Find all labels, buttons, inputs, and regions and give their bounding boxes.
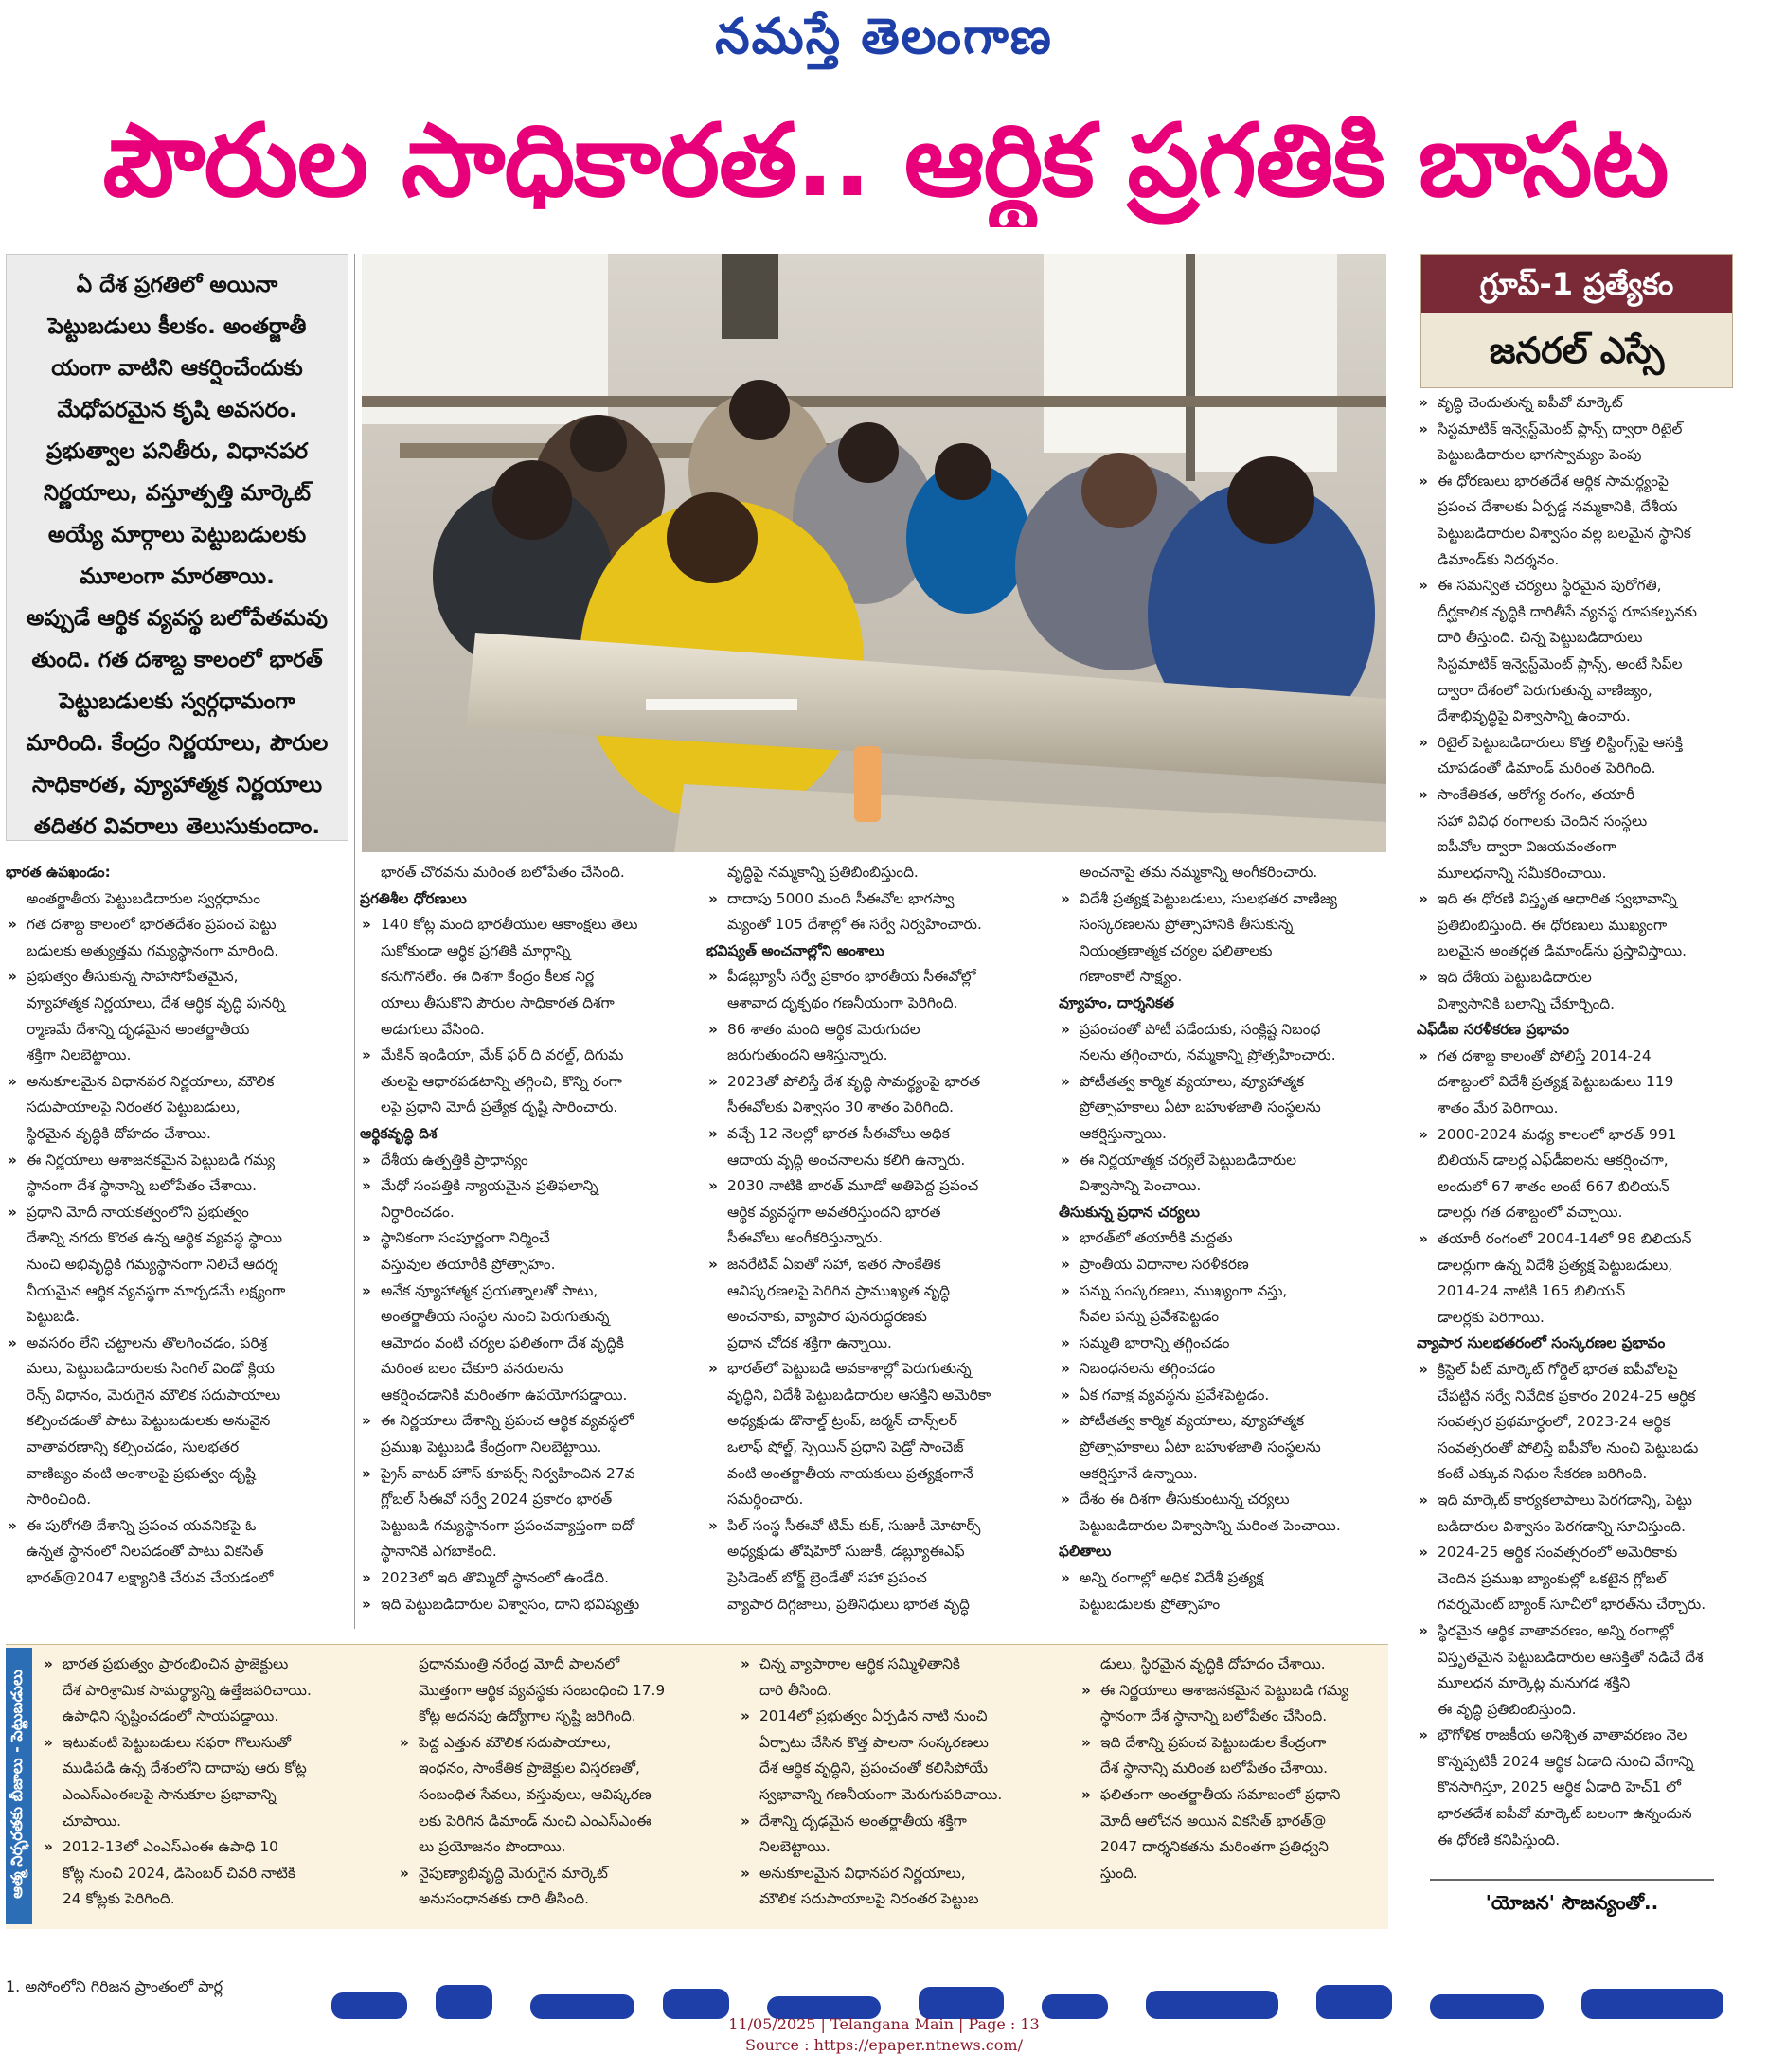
text-line: రెన్స్‌ విధానం, మెరుగైన మౌలిక సదుపాయాలు xyxy=(27,1385,281,1403)
text-line: సంవత్సర ప్రథమార్ధంలో, 2023-24 ఆర్థిక xyxy=(1438,1413,1670,1431)
bullet-point: » భారత్‌లో పెట్టుబడి అవకాశాల్లో పెరుగుతున్న xyxy=(706,1356,1049,1383)
masthead-logo: నమస్తే తెలంగాణ xyxy=(715,8,1053,65)
text-line: భారతదేశ ఐపీవో మార్కెట్‌ బలంగా ఉన్నందున xyxy=(1438,1805,1692,1823)
text-line: భారత్‌@2047 లక్ష్యానికి చేరువ చేయడంలో xyxy=(27,1569,274,1587)
text-line: కంటే ఎక్కువ నిధుల సేకరణ జరిగింది. xyxy=(1438,1465,1648,1483)
bullet-point: » జనరేటివ్‌ ఏఐతో సహా, ఇతర సాంకేతిక xyxy=(706,1252,1049,1278)
text-line: ర్మాణమే దేశాన్ని దృఢమైన అంతర్జాతీయ xyxy=(27,1020,250,1038)
box-column-4 xyxy=(1080,1652,1383,1886)
text-line: ప్రోత్సాహకాలు ఏటా బహుళజాతి సంస్థలను xyxy=(1080,1099,1321,1116)
text-line: సేవల పన్ను ప్రవేశపెట్టడం xyxy=(1080,1308,1220,1326)
bullet-point: » భౌగోళిక రాజకీయ అనిశ్చిత వాతావరణం నెల xyxy=(1417,1723,1758,1749)
text-line: లు ప్రయోజనం పొందాయి. xyxy=(419,1838,566,1856)
text-line: సమర్థించారు. xyxy=(727,1491,804,1509)
text-line: వ్యాపార దిగ్గజాలు, ప్రతినిధులు భారత వృద్ధి xyxy=(727,1595,970,1613)
text-line: నిలబెట్టాయి. xyxy=(759,1838,830,1856)
text-line: దేశ స్థానాన్ని మరింత బలోపేతం చేశాయి. xyxy=(1100,1759,1329,1777)
text-line: ఆకర్షిస్తూనే ఉన్నాయి. xyxy=(1080,1464,1198,1482)
text-line: స్తుంది. xyxy=(1100,1864,1138,1882)
text-line: సిస్టమాటిక్‌ ఇన్వెస్ట్‌మెంట్‌ ప్లాన్స్‌, అంటే సిప్‌ల xyxy=(1438,654,1683,672)
text-line: దశాబ్దంలో విదేశీ ప్రత్యక్ష పెట్టుబడులు 119 xyxy=(1438,1073,1674,1091)
text-line: మొత్తంగా ఆర్థిక వ్యవస్థకు సంబంధించి 17.9 xyxy=(419,1681,666,1699)
bullet-point: » ఫలితంగా అంతర్జాతీయ సమాజంలో ప్రధాని xyxy=(1080,1782,1383,1809)
text-line: దేశాభివృద్ధిపై విశ్వాసాన్ని ఉంచారు. xyxy=(1438,707,1631,725)
text-line: చెందిన ప్రముఖ బ్యాంకుల్లో ఒకటైన గ్లోబల్‌ xyxy=(1438,1569,1667,1587)
bullet-point: » తయారీ రంగంలో 2004-14లో 98 బిలియన్‌ xyxy=(1417,1226,1758,1253)
box-column-3 xyxy=(739,1652,1061,1913)
text-line: ప్రపంచ దేశాలకు ఏర్పడ్డ నమ్మకానికి, దేశీయ xyxy=(1438,498,1678,516)
msme-box-tab xyxy=(6,1648,32,1924)
bullet-point: » దేశీయ ఉత్పత్తికి ప్రాధాన్యం xyxy=(360,1148,701,1174)
text-line: స్థానంగా దేశ స్థానాన్ని బలోపేతం చేసింది. xyxy=(1100,1707,1328,1725)
text-line: భారత్‌ చొరవను మరింత బలోపేతం చేసింది. xyxy=(381,864,625,881)
text-line: ఈ ధోరణి కనిపిస్తుంది. xyxy=(1438,1831,1561,1849)
text-line: మౌలిక సదుపాయాలపై నిరంతర పెట్టుబ xyxy=(759,1890,979,1908)
bullet-point: » ఈ పురోగతి దేశాన్ని ప్రపంచ యవనికపై ఓ xyxy=(6,1513,347,1540)
box-column-1 xyxy=(42,1652,373,1913)
intro-line: యంగా వాటిని ఆకర్షించేందుకు xyxy=(51,356,303,381)
bullet-point: » నైపుణ్యాభివృద్ధి మెరుగైన మార్కెట్‌ xyxy=(398,1861,720,1887)
bullet-point: » స్థానికంగా సంపూర్ణంగా నిర్మించే xyxy=(360,1225,701,1252)
text-line: చూపాయి. xyxy=(63,1812,122,1830)
bullet-point: » అన్ని రంగాల్లో అధిక విదేశీ ప్రత్యక్ష xyxy=(1059,1565,1396,1592)
bullet-point: » భారత్‌లో తయారీకి మద్దతు xyxy=(1059,1225,1396,1252)
text-line: ప్రధానమంత్రి నరేంద్ర మోదీ పాలనలో xyxy=(419,1655,620,1672)
subheading: ప్రగతిశీల ధోరణులు xyxy=(360,889,467,907)
bullet-point: » పెద్ద ఎత్తున మౌలిక సదుపాయాలు, xyxy=(398,1730,720,1757)
text-line: నీయమైన ఆర్థిక వ్యవస్థగా మార్చడమే లక్ష్యంగా xyxy=(27,1281,286,1299)
bullet-point: » 2000-2024 మధ్య కాలంలో భారత్‌ 991 xyxy=(1417,1122,1758,1149)
text-line: 2014-24 నాటికి 165 బిలియన్‌ xyxy=(1438,1282,1626,1300)
text-line: ఎంఎస్‌ఎంఈలపై సానుకూల ప్రభావాన్ని xyxy=(63,1785,277,1803)
bullet-point: » ఈ ధోరణులు భారతదేశ ఆర్థిక సామర్థ్యంపై xyxy=(1417,469,1758,495)
text-line: స్థానంగా దేశ స్థానాన్ని బలోపేతం చేశాయి. xyxy=(27,1177,257,1195)
subheading: వ్యూహం, దార్శనికత xyxy=(1059,993,1174,1011)
text-line: యాలు తీసుకొని పౌరుల సాధికారత దిశగా xyxy=(381,993,615,1011)
text-line: ఉపాధిని సృష్టించడంలో సాయపడ్డాయి. xyxy=(63,1707,279,1725)
text-line: మరింత బలం చేకూరి వనరులను xyxy=(381,1360,563,1378)
text-line: పెట్టుబడిదారుల విశ్వాసాన్ని మరింత పెంచాయి. xyxy=(1080,1516,1341,1534)
text-line: ఇంధనం, సాంకేతిక ప్రాజెక్టుల విస్తరణతో, xyxy=(419,1759,640,1777)
bullet-point: » ప్రైస్‌ వాటర్‌ హౌస్‌ కూపర్స్‌ నిర్వహించిన 27వ xyxy=(360,1461,701,1488)
text-line: సంవత్సరంతో పోలిస్తే ఐపీవోల నుంచి పెట్టుబడు xyxy=(1438,1438,1699,1456)
text-line: డిమాండ్‌కు నిదర్శనం. xyxy=(1438,550,1560,568)
bullet-point: » భారత ప్రభుత్వం ప్రారంభించిన ప్రాజెక్టులు xyxy=(42,1652,373,1678)
text-line: వృద్ధిని, విదేశీ పెట్టుబడిదారుల ఆసక్తిని అమెరికా xyxy=(727,1385,991,1403)
text-line: ఆమోదం వంటి చర్యల ఫలితంగా దేశ వృద్ధికి xyxy=(381,1333,624,1351)
text-line: 24 కోట్లకు పెరిగింది. xyxy=(63,1890,175,1908)
text-line: ఈ వృద్ధి ప్రతిబింబిస్తుంది. xyxy=(1438,1700,1577,1718)
text-line: గవర్నమెంట్‌ బ్యాంక్‌ సూచీలో భారత్‌ను చేర్చారు. xyxy=(1438,1596,1706,1614)
text-line: ప్రముఖ పెట్టుబడి కేంద్రంగా నిలబెట్టాయి. xyxy=(381,1438,602,1456)
text-line: సీఈవోలకు విశ్వాసం 30 శాతం పెరిగింది. xyxy=(727,1099,955,1116)
text-line: మూలధన మార్కెట్ల మనుగడ శక్తిని xyxy=(1438,1674,1631,1692)
bullet-point: » పోటీతత్వ కార్మిక వ్యయాలు, వ్యూహాత్మక xyxy=(1059,1069,1396,1096)
article-column-2 xyxy=(360,860,701,1617)
text-line: చేపట్టిన సర్వే నివేదిక ప్రకారం 2024-25 ఆర్థిక xyxy=(1438,1386,1696,1404)
intro-line: మేధోపరమైన కృషి అవసరం. xyxy=(57,398,297,422)
text-line: అందులో 67 శాతం అంటే 667 బిలియన్‌ xyxy=(1438,1177,1670,1195)
text-line: కొనసాగిస్తూ, 2025 ఆర్థిక ఏడాది హెచ్‌1 లో xyxy=(1438,1778,1681,1796)
intro-line: పెట్టుబడులు కీలకం. అంతర్జాతీ xyxy=(47,314,307,339)
text-line: కనుగొనలేం. ఈ దిశగా కేంద్రం కీలక నిర్ణ xyxy=(381,968,595,986)
bullet-point: » ఈ నిర్ణయాత్మక చర్యలే పెట్టుబడిదారుల xyxy=(1059,1148,1396,1174)
bullet-point: » మేధో సంపత్తికి న్యాయమైన ప్రతిఫలాన్ని xyxy=(360,1173,701,1200)
text-line: సంస్కరణలను ప్రోత్సాహానికి తీసుకున్న xyxy=(1080,916,1294,934)
text-line: డాలర్లకు పెరిగాయి. xyxy=(1438,1308,1545,1326)
bullet-point: » చిన్న వ్యాపారాల ఆర్థిక సమ్మిళితానికి xyxy=(739,1652,1061,1678)
text-line: ప్రతిబింబిస్తుంది. ఈ ధోరణులు ముఖ్యంగా xyxy=(1438,916,1668,934)
intro-line: తదితర వివరాలు తెలుసుకుందాం. xyxy=(33,814,321,839)
subheading: ఆర్థికవృద్ధి దిశ xyxy=(360,1124,438,1142)
bullet-point: » 86 శాతం మంది ఆర్థిక మెరుగుదల xyxy=(706,1017,1049,1044)
text-line: సహా వివిధ రంగాలకు చెందిన సంస్థలు xyxy=(1438,812,1648,830)
text-line: స్వభావాన్ని గణనీయంగా మెరుగుపరిచాయి. xyxy=(759,1785,1003,1803)
article-column-4 xyxy=(1059,860,1396,1617)
text-line: ద్వారా దేశంలో పెరుగుతున్న వాణిజ్యం, xyxy=(1438,681,1652,699)
text-line: గణాంకాలే సాక్ష్యం. xyxy=(1080,968,1183,986)
text-line: 2047 దార్శనికతను మరింతగా ప్రతిధ్వని xyxy=(1100,1838,1329,1856)
box-column-2 xyxy=(398,1652,720,1913)
text-line: అంచనాకు, వ్యాపార పునరుద్ధరణకు xyxy=(727,1308,927,1326)
text-line: ఆశావాద దృక్పథం గణనీయంగా పెరిగింది. xyxy=(727,993,958,1011)
text-line: డులు, స్థిరమైన వృద్ధికి దోహదం చేశాయి. xyxy=(1100,1655,1326,1672)
bullet-point: » ఈ నిర్ణయాలు ఆశాజనకమైన పెట్టుబడి గమ్య xyxy=(1080,1678,1383,1705)
next-article-snippet: 1. అసోంలోని గిరిజన ప్రాంతంలో పార్ల xyxy=(6,1977,223,1995)
subheading: భారత ఉపఖండం: xyxy=(6,864,111,881)
text-line: అంతర్జాతీయ సంస్థల నుంచి పెరుగుతున్న xyxy=(381,1308,610,1326)
bullet-point: » ప్రపంచంతో పోటీ పడేందుకు, సంక్లిష్ట నిబంధ xyxy=(1059,1017,1396,1044)
courtesy-note: 'యోజన' సౌజన్యంతో.. xyxy=(1430,1879,1714,1924)
sidebar-subtitle: జనరల్‌ ఎస్సే xyxy=(1489,330,1665,371)
text-line: లపై ప్రధాని మోదీ ప్రత్యేక దృష్టి సారించారు. xyxy=(381,1099,618,1116)
bullet-point: » ఇది మార్కెట్‌ కార్యకలాపాలు పెరగడాన్ని, పెట్టు xyxy=(1417,1488,1758,1514)
text-line: పెట్టుబడి గమ్యస్థానంగా ప్రపంచవ్యాప్తంగా ఐదో xyxy=(381,1516,635,1534)
intro-line: అప్పుడే ఆర్థిక వ్యవస్థ బలోపేతమవు xyxy=(27,606,328,631)
subheading: ఎఫ్‌డీఐ సరళీకరణ ప్రభావం xyxy=(1417,1021,1570,1039)
text-line: ఆదాయ వృద్ధి అంచనాలను కలిగి ఉన్నారు. xyxy=(727,1151,966,1169)
text-line: చూపడంతో డిమాండ్‌ మరింత పెరిగింది. xyxy=(1438,759,1656,777)
bullet-point: » సాంకేతికత, ఆరోగ్య రంగం, తయారీ xyxy=(1417,782,1758,809)
text-line: కోట్ల నుంచి 2024, డిసెంబర్‌ చివరి నాటికి xyxy=(63,1864,295,1882)
text-line: ఏర్పాటు చేసిన కొత్త పాలనా సంస్కరణలు xyxy=(759,1733,989,1751)
bullet-point: » ప్రధాని మోదీ నాయకత్వంలోని ప్రభుత్వం xyxy=(6,1200,347,1226)
text-line: స్థానానికి ఎగబాకింది. xyxy=(381,1543,497,1561)
bullet-point: » ఈ సమన్విత చర్యలు స్థిరమైన పురోగతి, xyxy=(1417,573,1758,599)
text-line: అధ్యక్షుడు డొనాల్డ్‌ ట్రంప్‌, జర్మన్‌ చాన్స్‌లర్‌ xyxy=(727,1412,958,1430)
text-line: ఒలాఫ్‌ షోల్జ్‌, స్పెయిన్‌ ప్రధాని పెడ్రో సాంచెజ్‌ xyxy=(727,1438,964,1456)
text-line: నియంత్రణాత్మక చర్యల ఫలితాలకు xyxy=(1080,941,1273,959)
text-line: నిర్ధారించడం. xyxy=(381,1203,455,1221)
intro-text xyxy=(7,255,348,848)
sidebar-header xyxy=(1420,254,1733,388)
intro-line: మారింది. కేంద్రం నిర్ణయాలు, పౌరుల xyxy=(26,731,329,756)
bullet-point: » మేకిన్‌ ఇండియా, మేక్‌ ఫర్‌ ది వరల్డ్‌, దిగుమ xyxy=(360,1043,701,1069)
bullet-point: » రిటైల్‌ పెట్టుబడిదారులు కొత్త లిస్టింగ్స్‌పై ఆసక్తి xyxy=(1417,730,1758,757)
text-line: ఉన్నత స్థానంలో నిలపడంతో పాటు వికసిత్‌ xyxy=(27,1543,264,1561)
text-line: ఐపీవోల ద్వారా విజయవంతంగా xyxy=(1438,838,1616,856)
text-line: డాలర్లు గత దశాబ్దంలో వచ్చాయి. xyxy=(1438,1204,1623,1222)
text-line: పెట్టుబడిదారుల విశ్వాసం వల్ల బలమైన స్థానిక xyxy=(1438,524,1691,542)
bullet-point: » ఇది దేశీయ పెట్టుబడిదారుల xyxy=(1417,965,1758,991)
intro-line: ఏ దేశ ప్రగతిలో అయినా xyxy=(76,273,278,297)
text-line: శాతం మేర పెరిగాయి. xyxy=(1438,1099,1559,1117)
text-line: ఆకర్షించడానికి మరింతగా ఉపయోగపడ్డాయి. xyxy=(381,1385,628,1403)
text-line: విశ్వాసాన్ని పెంచాయి. xyxy=(1080,1177,1202,1195)
text-line: వాణిజ్యం వంటి అంశాలపై ప్రభుత్వం దృష్టి xyxy=(27,1464,256,1482)
bullet-point: » ఏక గవాక్ష వ్యవస్థను ప్రవేశపెట్టడం. xyxy=(1059,1383,1396,1409)
intro-line: పెట్టుబడులకు స్వర్గధామంగా xyxy=(59,689,295,714)
text-line: పెట్టుబడులకు ప్రోత్సాహం xyxy=(1080,1595,1221,1613)
text-line: వాతావరణాన్ని కల్పించడం, సులభతర xyxy=(27,1438,240,1456)
bullet-point: » గత దశాబ్ద కాలంలో భారతదేశం ప్రపంచ పెట్టు xyxy=(6,912,347,938)
intro-line: అయ్యే మార్గాలు పెట్టుబడులకు xyxy=(47,523,307,547)
text-line: అడుగులు వేసింది. xyxy=(381,1020,485,1038)
text-line: వ్యూహాత్మక నిర్ణయాలు, దేశ ఆర్థిక వృద్ధి పునర్ని xyxy=(27,993,285,1011)
intro-line: సాధికారత, వ్యూహాత్మక నిర్ణయాలు xyxy=(31,773,323,797)
headline: పౌరుల సాధికారత.. ఆర్థిక ప్రగతికి బాసట xyxy=(102,102,1669,219)
bullet-point: » పీడబ్ల్యూసీ సర్వే ప్రకారం భారతీయ సీఈవోల్లో xyxy=(706,964,1049,991)
intro-line: మూలంగా మారతాయి. xyxy=(80,564,275,589)
bullet-point: » అనుకూలమైన విధానపర నిర్ణయాలు, xyxy=(739,1861,1061,1887)
text-line: ఆర్థిక వ్యవస్థగా అవతరిస్తుందని భారత xyxy=(727,1203,941,1221)
bullet-point: » ప్రాంతీయ విధానాల సరళీకరణ xyxy=(1059,1252,1396,1278)
text-line: పెట్టుబడి. xyxy=(27,1308,80,1326)
article-column-5 xyxy=(1417,390,1758,1853)
bullet-point: » క్రిస్టెల్‌ పీట్‌ మార్కెట్‌ గోర్డెల్‌ భారత ఐపీవోలపై xyxy=(1417,1357,1758,1384)
bullet-point: » గత దశాబ్ద కాలంతో పోలిస్తే 2014-24 xyxy=(1417,1044,1758,1070)
bullet-point: » సమ్మతి భారాన్ని తగ్గించడం xyxy=(1059,1331,1396,1357)
text-line: ఆవిష్కరణలపై పెరిగిన ప్రాముఖ్యత వృద్ధి xyxy=(727,1281,950,1299)
subheading: ఫలితాలు xyxy=(1059,1543,1112,1561)
text-line: అధ్యక్షుడు తోషిహిరో సుజుకీ, డబ్ల్యూఈఎఫ్‌ xyxy=(727,1543,965,1561)
text-line: కల్పించడంతో పాటు పెట్టుబడులకు అనువైన xyxy=(27,1412,271,1430)
text-line: సంబంధిత సేవలు, వస్తువులు, ఆవిష్కరణ xyxy=(419,1785,652,1803)
text-line: ప్రెసిడెంట్‌ బోర్జ్‌ బ్రెండేతో సహా ప్రపంచ xyxy=(727,1569,927,1587)
text-line: వస్తువుల తయారీకి ప్రోత్సాహం. xyxy=(381,1255,556,1273)
bullet-point: » అనేక వ్యూహాత్మక ప్రయత్నాలతో పాటు, xyxy=(360,1278,701,1305)
bullet-point: » దేశం ఈ దిశగా తీసుకుంటున్న చర్యలు xyxy=(1059,1487,1396,1513)
bullet-point: » సిస్టమాటిక్‌ ఇన్వెస్ట్‌మెంట్‌ ప్లాన్స్‌ ద్వారా రిటైల్‌ xyxy=(1417,417,1758,443)
bullet-point: » ప్రభుత్వం తీసుకున్న సాహసోపేతమైన, xyxy=(6,964,347,991)
bullet-point: » 2030 నాటికి భారత్‌ మూడో అతిపెద్ద ప్రపంచ xyxy=(706,1173,1049,1200)
bullet-point: » దేశాన్ని దృఢమైన అంతర్జాతీయ శక్తిగా xyxy=(739,1809,1061,1835)
intro-box xyxy=(6,254,348,841)
text-line: బడులకు అత్యుత్తమ గమ్యస్థానంగా మారింది. xyxy=(27,941,279,959)
text-line: ప్రధాన చోదక శక్తిగా ఉన్నాయి. xyxy=(727,1333,892,1351)
text-line: దేశ ఆర్థిక వృద్ధిని, ప్రపంచంతో కలిసిపోయే xyxy=(759,1759,989,1777)
column-divider xyxy=(354,254,355,1629)
students-writing-exam-image xyxy=(362,254,1386,852)
bullet-point: » 2023తో పోలిస్తే దేశ వృద్ధి సామర్థ్యంపై భారత xyxy=(706,1069,1049,1096)
text-line: శక్తిగా నిలబెట్టాయి. xyxy=(27,1046,132,1064)
text-line: దేశ పారిశ్రామిక సామర్థ్యాన్ని ఉత్తేజపరిచాయి. xyxy=(63,1681,312,1699)
bullet-point: » నిబంధనలను తగ్గించడం xyxy=(1059,1356,1396,1383)
text-line: డాలర్లుగా ఉన్న విదేశీ ప్రత్యక్ష పెట్టుబడులు, xyxy=(1438,1256,1673,1274)
text-line: సుకోకుండా ఆర్థిక ప్రగతికి మార్గాన్ని xyxy=(381,941,571,959)
text-line: అనుసంధానతకు దారి తీసింది. xyxy=(419,1890,590,1908)
text-line: కొన్నప్పటికీ 2024 ఆర్థిక ఏడాది నుంచి వేగాన్ని xyxy=(1438,1752,1694,1770)
bullet-point: » స్థిరమైన ఆర్థిక వాతావరణం, అన్ని రంగాల్లో xyxy=(1417,1618,1758,1645)
bullet-point: » పన్ను సంస్కరణలు, ముఖ్యంగా వస్తు, xyxy=(1059,1278,1396,1305)
text-line: దీర్ఘకాలిక వృద్ధికి దారితీసే వ్యవస్థ రూపకల్పనకు xyxy=(1438,602,1697,620)
intro-line: ప్రభుత్వాల పనితీరు, విధానపర xyxy=(45,439,309,464)
bullet-point: » 2014లో ప్రభుత్వం ఏర్పడిన నాటి నుంచి xyxy=(739,1704,1061,1730)
text-line: బలమైన అంతర్గత డిమాండ్‌ను ప్రస్తావిస్తాయి. xyxy=(1438,942,1688,960)
text-line: నుంచి అభివృద్ధికి గమ్యస్థానంగా నిలిచే ఆదర్శ xyxy=(27,1255,278,1273)
text-line: బిలియన్‌ డాలర్ల ఎఫ్‌డీఐలను ఆకర్షించగా, xyxy=(1438,1152,1669,1170)
bullet-point: » 2012-13లో ఎంఎస్‌ఎంఈ ఉపాధి 10 xyxy=(42,1834,373,1861)
bullet-point: » ఈ నిర్ణయాలు దేశాన్ని ప్రపంచ ఆర్థిక వ్యవస్థలో xyxy=(360,1408,701,1435)
text-line: ముడిపడి ఉన్న దేశంలోని దాదాపు ఆరు కోట్ల xyxy=(63,1759,307,1777)
text-line: దేశాన్ని నగదు కొరత ఉన్న ఆర్థిక వ్యవస్థ స్థాయి xyxy=(27,1229,283,1247)
subheading: వ్యాపార సులభతరంలో సంస్కరణల ప్రభావం xyxy=(1417,1334,1666,1352)
cropped-headline-graphic xyxy=(313,1975,1752,2019)
article-column-1 xyxy=(6,860,347,1592)
text-line: లకు పెరిగిన డిమాండ్‌ నుంచి ఎంఎస్‌ఎంఈ xyxy=(419,1812,652,1830)
text-line: దారి తీస్తుంది. చిన్న పెట్టుబడిదారులు xyxy=(1438,629,1643,647)
bullet-point: » ఇది ఈ ధోరణి విస్తృత ఆధారిత స్వభావాన్ని xyxy=(1417,886,1758,913)
text-line: పెట్టుబడిదారుల భాగస్వామ్యం పెంపు xyxy=(1438,446,1642,464)
bullet-point: » 140 కోట్ల మంది భారతీయుల ఆకాంక్షలు తెలు xyxy=(360,912,701,938)
msme-box-tab-label: ఆత్మ నిర్భరతకు బీజాలు - పెట్టుబడులు xyxy=(8,1670,26,1899)
subheading: భవిష్యత్‌ అంచనాల్లోని అంశాలు xyxy=(706,941,884,959)
bullet-point: » ఇది పెట్టుబడిదారుల విశ్వాసం, దాని భవిష్యత్తు xyxy=(360,1592,701,1618)
bullet-point: » దాదాపు 5000 మంది సీఈవోల భాగస్వా xyxy=(706,886,1049,913)
sidebar-title: గ్రూప్‌-1 ప్రత్యేకం xyxy=(1421,255,1732,313)
text-line: నలను తగ్గించారు, నమ్మకాన్ని ప్రోత్సహించారు. xyxy=(1080,1046,1336,1064)
text-line: సారించింది. xyxy=(27,1491,92,1509)
bullet-point: » వృద్ధి చెందుతున్న ఐపీవో మార్కెట్‌ xyxy=(1417,390,1758,417)
text-line: కోట్ల అదనపు ఉద్యోగాల సృష్టి జరిగింది. xyxy=(419,1707,636,1725)
text-line: సదుపాయాలపై నిరంతర పెట్టుబడులు, xyxy=(27,1099,241,1116)
text-line: సీఈవోలు అంగీకరిస్తున్నారు. xyxy=(727,1229,883,1247)
exam-hall-photo xyxy=(362,254,1386,852)
text-line: విశ్వాసానికి బలాన్ని చేకూర్చింది. xyxy=(1438,994,1616,1012)
text-line: మోదీ ఆలోచన అయిన వికసిత్‌ భారత్‌@ xyxy=(1100,1812,1327,1830)
intro-line: తుంది. గత దశాబ్ద కాలంలో భారత్ xyxy=(31,648,323,672)
bullet-point: » పిల్‌ సంస్థ సీఈవో టిమ్‌ కుక్‌, సుజుకీ మోటార్స్‌ xyxy=(706,1513,1049,1540)
text-line: అంచనాపై తమ నమ్మకాన్ని అంగీకరించారు. xyxy=(1080,864,1318,881)
text-line: స్థిరమైన వృద్ధికి దోహదం చేశాయి. xyxy=(27,1124,211,1142)
bullet-point: » 2024-25 ఆర్థిక సంవత్సరంలో అమెరికాకు xyxy=(1417,1540,1758,1566)
bullet-point: » విదేశీ ప్రత్యక్ష పెట్టుబడులు, సులభతర వాణిజ్య xyxy=(1059,886,1396,913)
subheading: తీసుకున్న ప్రధాన చర్యలు xyxy=(1059,1203,1201,1221)
footer-source: Source : https://epaper.ntnews.com/ xyxy=(745,2036,1023,2054)
text-line: మ్యంతో 105 దేశాల్లో ఈ సర్వే నిర్వహించారు. xyxy=(727,916,982,934)
text-line: తులపై ఆధారపడటాన్ని తగ్గించి, కొన్ని రంగా xyxy=(381,1072,622,1090)
text-line: వంటి అంతర్జాతీయ నాయకులు ప్రత్యక్షంగానే xyxy=(727,1464,973,1482)
text-line: దారి తీసింది. xyxy=(759,1681,832,1699)
text-line: మూలధనాన్ని సమీకరించాయి. xyxy=(1438,864,1607,882)
bullet-point: » ఇది దేశాన్ని ప్రపంచ పెట్టుబడుల కేంద్రంగా xyxy=(1080,1730,1383,1757)
bullet-point: » 2023లో ఇది తొమ్మిదో స్థానంలో ఉండేది. xyxy=(360,1565,701,1592)
text-line: అంతర్జాతీయ పెట్టుబడిదారుల స్వర్గధామం xyxy=(27,889,260,907)
text-line: ఆకర్షిస్తున్నాయి. xyxy=(1080,1124,1167,1142)
text-line: మలు, పెట్టుబడిదారులకు సింగిల్‌ విండో క్లియ xyxy=(27,1360,275,1378)
text-line: వృద్ధిపై నమ్మకాన్ని ప్రతిబింబిస్తుంది. xyxy=(727,864,919,881)
bullet-point: » వచ్చే 12 నెలల్లో భారత సీఈవోలు అధిక xyxy=(706,1121,1049,1148)
bullet-point: » అనుకూలమైన విధానపర నిర్ణయాలు, మౌలిక xyxy=(6,1069,347,1096)
bullet-point: » ఈ నిర్ణయాలు ఆశాజనకమైన పెట్టుబడి గమ్య xyxy=(6,1148,347,1174)
bullet-point: » ఇటువంటి పెట్టుబడులు సఫరా గొలుసుతో xyxy=(42,1730,373,1757)
bullet-point: » అవసరం లేని చట్టాలను తొలగించడం, పరిశ్ర xyxy=(6,1331,347,1357)
intro-line: నిర్ణయాలు, వస్తూత్పత్తి మార్కెట్ xyxy=(43,481,312,506)
text-line: బడిదారుల విశ్వాసం పెరగడాన్ని సూచిస్తుంది. xyxy=(1438,1517,1687,1535)
footer-date-edition: 11/05/2025 | Telangana Main | Page : 13 xyxy=(728,2015,1040,2033)
bullet-point: » పోటీతత్వ కార్మిక వ్యయాలు, వ్యూహాత్మక xyxy=(1059,1408,1396,1435)
article-column-3 xyxy=(706,860,1049,1617)
text-line: గ్లోబల్‌ సీఈవో సర్వే 2024 ప్రకారం భారత్‌ xyxy=(381,1491,613,1509)
text-line: ప్రోత్సాహకాలు ఏటా బహుళజాతి సంస్థలను xyxy=(1080,1438,1321,1456)
next-article-headline-cutoff xyxy=(313,1975,1752,2019)
text-line: జరుగుతుందని ఆశిస్తున్నారు. xyxy=(727,1046,888,1064)
text-line: విస్తృతమైన పెట్టుబడిదారుల ఆసక్తితో నడిచే దేశ xyxy=(1438,1648,1704,1666)
